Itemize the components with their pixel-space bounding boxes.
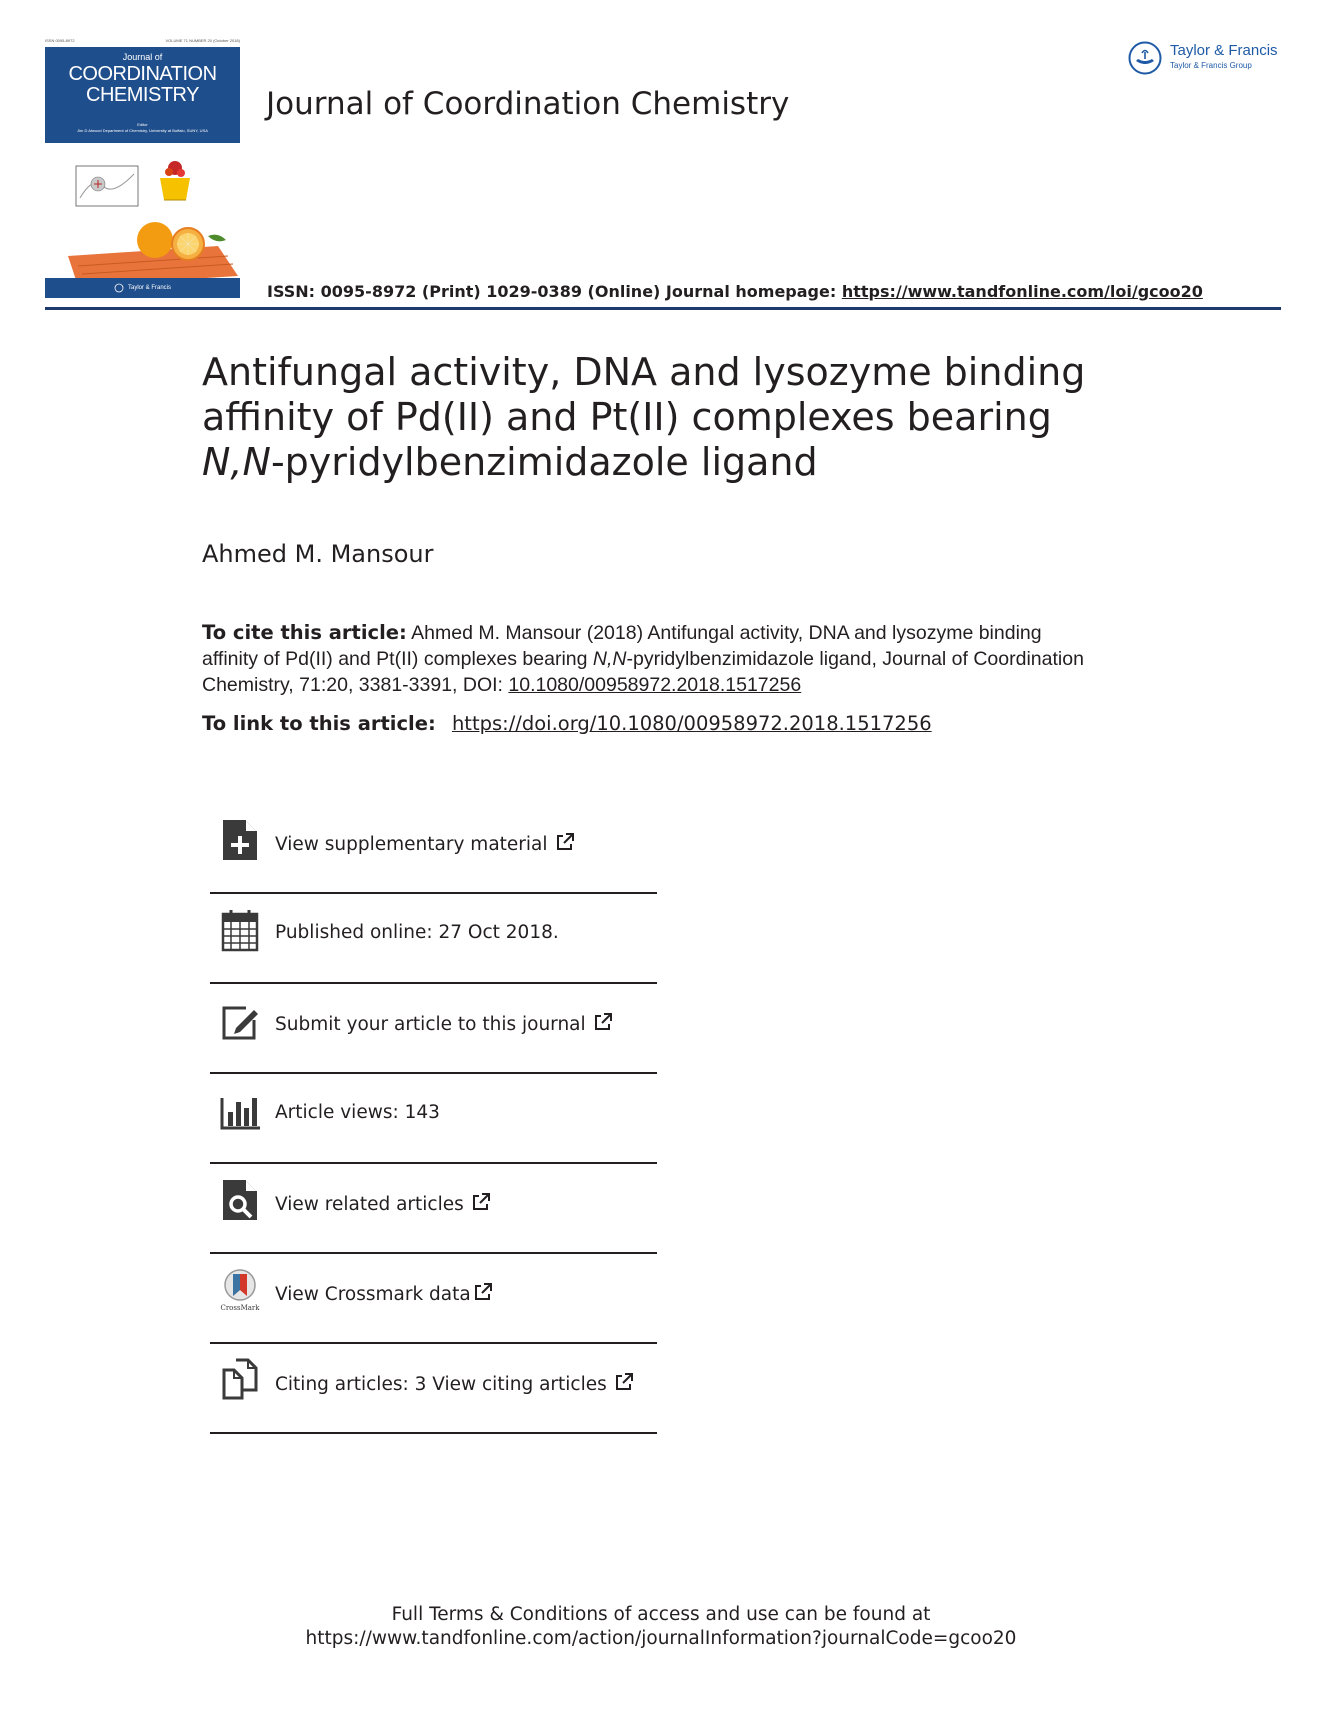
external-link-icon (614, 1372, 634, 1392)
crossmark-text (275, 1282, 493, 1305)
cover-volume: VOLUME 71 NUMBER 20 (October 2018) (165, 38, 240, 43)
terms-footer-line1: Full Terms & Conditions of access and use can be found at (391, 1604, 931, 1625)
publisher-name: Taylor & Francis (1170, 42, 1278, 59)
taylor-francis-lamp-icon (1128, 41, 1162, 75)
cover-editor-name: Jim D Atwood Department of Chemistry, University at Buffalo, SUNY, USA (77, 128, 208, 133)
cover-journal-of: Journal of (122, 52, 163, 62)
article-title-italic: N,N (202, 440, 271, 484)
cover-artwork-image (68, 156, 258, 291)
journal-cover (45, 38, 240, 298)
supplementary-material-text (275, 832, 575, 855)
external-link-icon (471, 1192, 491, 1212)
document-plus-icon (220, 818, 260, 862)
supplementary-material-label: View supplementary material (275, 834, 548, 855)
citation-doi-link[interactable]: 10.1080/00958972.2018.1517256 (508, 674, 802, 696)
bar-chart-icon (220, 1088, 260, 1132)
supplementary-material-row[interactable] (210, 804, 657, 894)
article-title-part1: Antifungal activity, DNA and lysozyme binding affinity of Pd(II) and Pt(II) complexes bearing (202, 350, 1086, 439)
publisher-logo[interactable] (1128, 40, 1288, 76)
published-online-text: Published online: 27 Oct 2018. (275, 922, 559, 943)
citation-block (202, 620, 1102, 698)
related-articles-row[interactable] (210, 1164, 657, 1254)
citation-label: To cite this article: (202, 621, 407, 644)
article-link-line (202, 712, 932, 735)
article-title (202, 350, 1142, 485)
cover-top-line (45, 38, 240, 46)
edit-icon (220, 998, 260, 1042)
article-views-text: Article views: 143 (275, 1102, 440, 1123)
crossmark-row[interactable] (210, 1254, 657, 1344)
cover-coordination: COORDINATION (68, 63, 217, 85)
issn-text: ISSN: 0095-8972 (Print) 1029-0389 (Online) Journal homepage: (267, 282, 842, 301)
crossmark-logo-text: CrossMark (220, 1304, 260, 1312)
article-author: Ahmed M. Mansour (202, 540, 434, 568)
article-doi-url-link[interactable]: https://doi.org/10.1080/00958972.2018.1517256 (451, 712, 932, 735)
related-articles-text (275, 1192, 491, 1215)
submit-article-label: Submit your article to this journal (275, 1014, 586, 1035)
external-link-icon (473, 1282, 493, 1302)
terms-footer-url[interactable]: https://www.tandfonline.com/action/journalInformation?journalCode=gcoo20 (305, 1628, 1017, 1649)
terms-footer (0, 1603, 1322, 1651)
external-link-icon (555, 832, 575, 852)
taylor-francis-small-icon (114, 283, 124, 293)
article-link-label: To link to this article: (202, 712, 436, 735)
article-views-row (210, 1074, 657, 1164)
related-articles-label: View related articles (275, 1194, 464, 1215)
copy-documents-icon (220, 1358, 260, 1402)
crossmark-label: View Crossmark data (275, 1284, 471, 1305)
cover-footer-band (45, 278, 240, 298)
cover-editor-label: Editor (137, 122, 148, 127)
cover-footer-brand: Taylor & Francis (127, 285, 171, 291)
citation-text-1: Ahmed M. Mansour (2018) Antifungal activity, DNA and lysozyme binding affinity of Pd(II) and Pt(II) complexes bearing (202, 622, 1042, 670)
published-online-row (210, 894, 657, 984)
article-info-list (210, 804, 657, 1434)
journal-homepage-link[interactable]: https://www.tandfonline.com/loi/gcoo20 (841, 282, 1203, 301)
cover-title-band (45, 47, 240, 143)
citing-articles-label: Citing articles: 3 View citing articles (275, 1374, 607, 1395)
calendar-icon (220, 908, 260, 952)
submit-article-row[interactable] (210, 984, 657, 1074)
external-link-icon (593, 1012, 613, 1032)
citation-text-2: -pyridylbenzimidazole ligand, Journal of Coordination Chemistry, 71:20, 3381-3391, DOI: (202, 648, 1084, 696)
header-divider (45, 307, 1281, 310)
crossmark-icon (220, 1268, 260, 1312)
citing-articles-row[interactable] (210, 1344, 657, 1434)
issn-line (267, 282, 1203, 301)
citation-italic: N,N (592, 648, 627, 670)
publisher-group: Taylor & Francis Group (1170, 61, 1252, 70)
journal-title: Journal of Coordination Chemistry (266, 86, 790, 122)
submit-article-text (275, 1012, 613, 1035)
document-search-icon (220, 1178, 260, 1222)
cover-chemistry: CHEMISTRY (86, 84, 199, 106)
citing-articles-text (275, 1372, 634, 1395)
article-title-part2: -pyridylbenzimidazole ligand (270, 440, 818, 484)
cover-issn: ISSN 0095-8972 (45, 38, 75, 43)
